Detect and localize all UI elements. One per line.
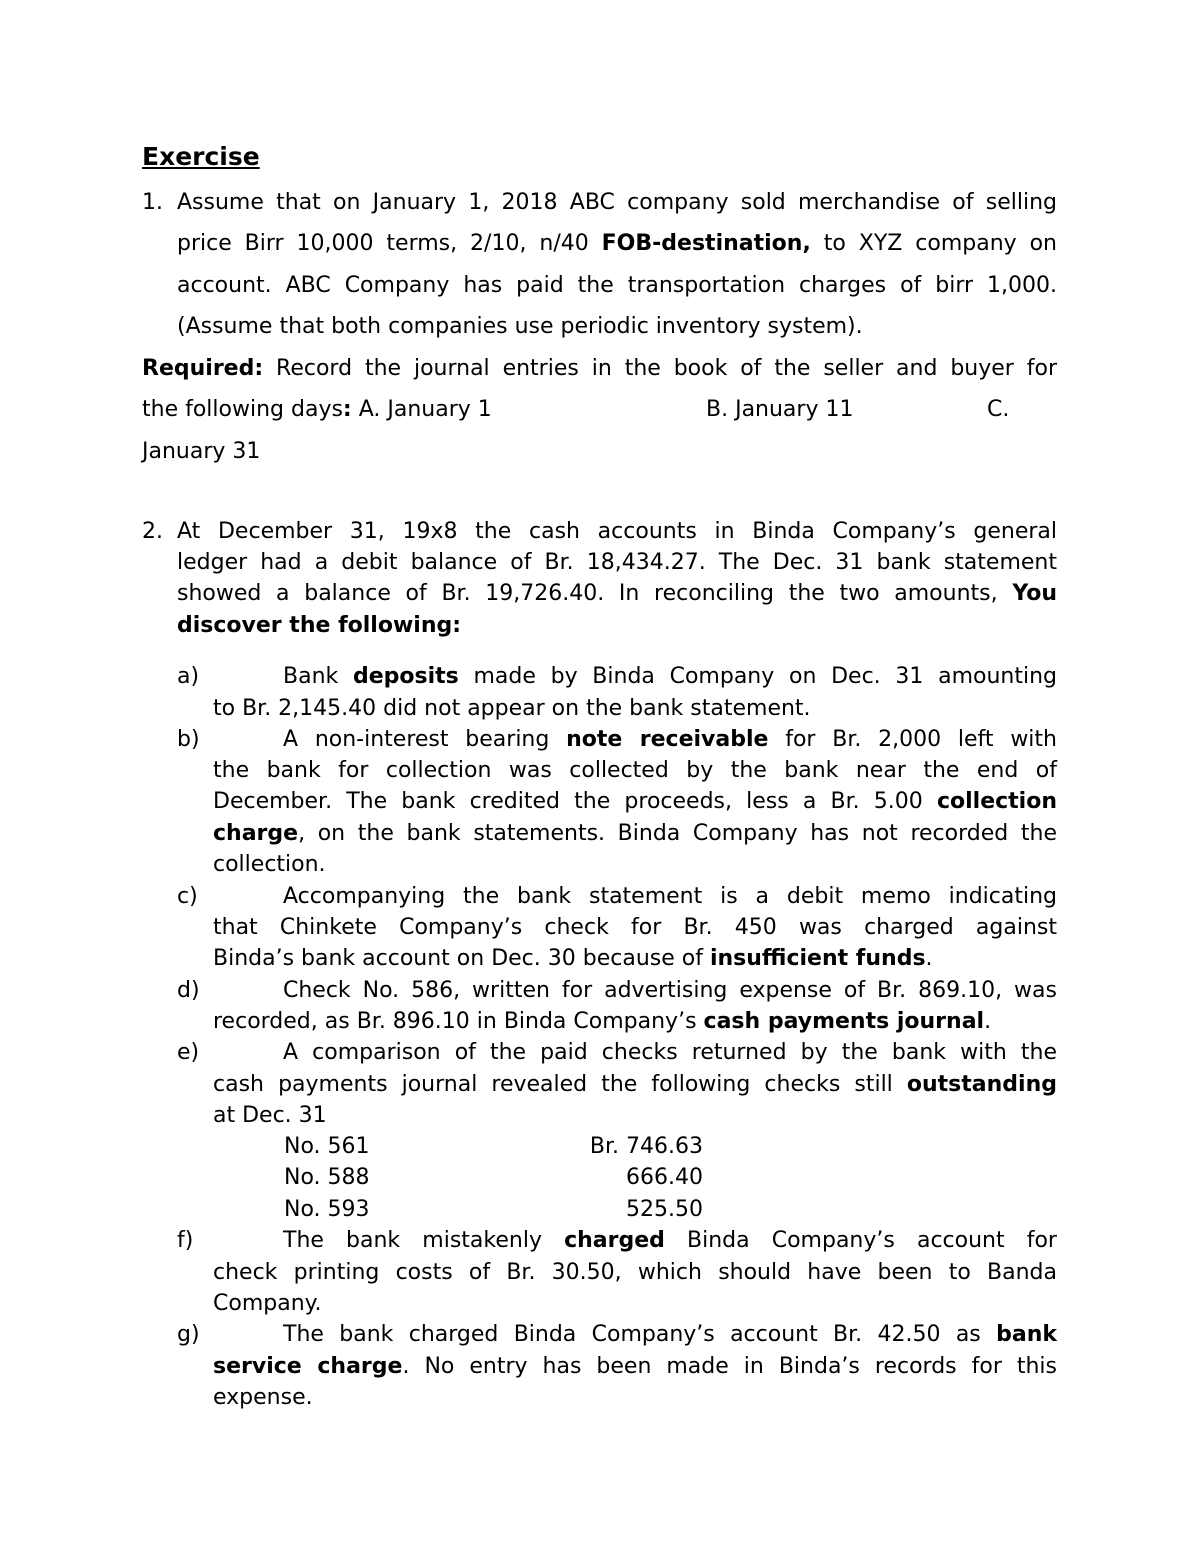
- q1-line-1: Assume that on January 1, 2018 ABC company sold merchandise of selling: [177, 190, 1057, 215]
- item-g-line-3: expense.: [213, 1385, 313, 1410]
- item-d-line-1: Check No. 586, written for advertising expense of Br. 869.10, was: [283, 978, 1057, 1003]
- q1-line-2: price Birr 10,000 terms, 2/10, n/40 FOB-destination, to XYZ company on: [177, 231, 1057, 256]
- question-number: 1.: [142, 190, 163, 215]
- item-a-line-2: to Br. 2,145.40 did not appear on the bank statement.: [213, 696, 811, 721]
- item-c-line-1: Accompanying the bank statement is a debit memo indicating: [283, 884, 1057, 909]
- check-number: No. 588: [284, 1165, 370, 1190]
- item-f-line-3: Company.: [213, 1291, 322, 1316]
- fob-destination-term: FOB-destination,: [601, 231, 811, 256]
- item-c-line-2: that Chinkete Company’s check for Br. 450 was charged against: [213, 915, 1057, 940]
- item-b-line-2: the bank for collection was collected by the bank near the end of: [213, 758, 1057, 783]
- item-b-line-1: A non-interest bearing note receivable for Br. 2,000 left with: [283, 727, 1057, 752]
- item-label: d): [177, 978, 200, 1003]
- days-line: the following days: A. January 1: [142, 397, 492, 422]
- item-d-line-2: recorded, as Br. 896.10 in Binda Company’s cash payments journal.: [213, 1009, 992, 1034]
- check-number: No. 593: [284, 1197, 370, 1222]
- item-e-line-2: cash payments journal revealed the following checks still outstanding: [213, 1072, 1057, 1097]
- check-amount: 666.40: [626, 1165, 703, 1190]
- q2-line-2: ledger had a debit balance of Br. 18,434.27. The Dec. 31 bank statement: [177, 550, 1057, 575]
- item-e-line-1: A comparison of the paid checks returned by the bank with the: [283, 1040, 1057, 1065]
- q2-line-3: showed a balance of Br. 19,726.40. In reconciling the two amounts, You: [177, 581, 1057, 606]
- q2-line-1: At December 31, 19x8 the cash accounts in Binda Company’s general: [177, 519, 1057, 544]
- check-amount: 525.50: [626, 1197, 703, 1222]
- required-line: Required: Record the journal entries in the book of the seller and buyer for: [142, 356, 1057, 381]
- required-label: Required:: [142, 356, 264, 381]
- question-number: 2.: [142, 519, 163, 544]
- item-label: e): [177, 1040, 200, 1065]
- check-number: No. 561: [284, 1134, 370, 1159]
- item-f-line-2: check printing costs of Br. 30.50, which should have been to Banda: [213, 1260, 1057, 1285]
- q1-line-4: (Assume that both companies use periodic inventory system).: [177, 314, 863, 339]
- item-label: a): [177, 664, 200, 689]
- q2-line-4: discover the following:: [177, 613, 462, 638]
- day-c-continued: January 31: [142, 439, 261, 464]
- item-label: c): [177, 884, 198, 909]
- item-label: f): [177, 1228, 194, 1253]
- day-c: C.: [987, 397, 1010, 422]
- item-b-line-3: December. The bank credited the proceeds, less a Br. 5.00 collection: [213, 789, 1057, 814]
- item-b-line-5: collection.: [213, 852, 326, 877]
- item-label: b): [177, 727, 200, 752]
- item-e-line-3: at Dec. 31: [213, 1103, 327, 1128]
- item-c-line-3: Binda’s bank account on Dec. 30 because of insufficient funds.: [213, 946, 933, 971]
- item-g-line-2: service charge. No entry has been made in Binda’s records for this: [213, 1354, 1058, 1379]
- item-a-line-1: Bank deposits made by Binda Company on Dec. 31 amounting: [283, 664, 1057, 689]
- day-b: B. January 11: [706, 397, 854, 422]
- item-label: g): [177, 1322, 200, 1347]
- item-g-line-1: The bank charged Binda Company’s account Br. 42.50 as bank: [283, 1322, 1057, 1347]
- q1-line-3: account. ABC Company has paid the transportation charges of birr 1,000.: [177, 273, 1057, 298]
- item-b-line-4: charge, on the bank statements. Binda Company has not recorded the: [213, 821, 1057, 846]
- item-f-line-1: The bank mistakenly charged Binda Company’s account for: [283, 1228, 1057, 1253]
- check-amount: Br. 746.63: [589, 1134, 703, 1159]
- exercise-title: Exercise: [142, 142, 260, 171]
